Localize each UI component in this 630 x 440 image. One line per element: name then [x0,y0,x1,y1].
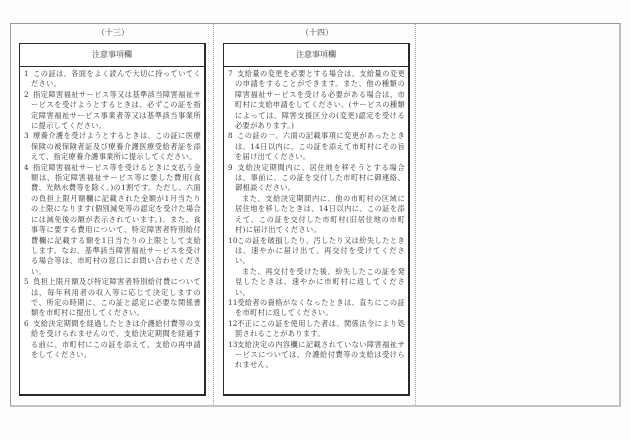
note-item: 10この証を破損したり、汚したり又は紛失したときは、速やかに届け出て、再交付を受けてください。 また、再交付を受けた後、紛失したこの証を発見したときは、速やかに市町村に返してください。 [228,235,405,297]
note-item: 9 支給決定期間内に、居住地を移そうとする場合は、事前に、この証を交付した市町村に御連絡、御相談ください。 また、支給決定期間内に、他の市町村の区域に居住地を移したときは、14日以内に、この証を添えて、この証を交付した市町村(旧居住地の市町村)に届け出てください。 [228,162,405,235]
notes-header: 注意事項欄 [20,44,204,67]
panel-title: （十三） [97,28,129,37]
note-item: 8 この証の一、六面の記載事項に変更があったときは、14日以内に、この証を添えて市町村にその旨を届け出てください。 [228,131,405,162]
panel-13 [19,27,207,359]
note-item: 11受給者の資格がなくなったときは、直ちにこの証を市町村に返してください。 [228,297,405,318]
notes-list [224,67,408,371]
note-item: 6 支給決定期間を経過したときは介護給付費等の支給を受けられませんので、支給決定期間を経過する前に、市町村にこの証を添えて、支給の再申請をしてください。 [24,318,201,359]
note-item: 2 指定障害福祉サービス等又は基準該当障害福祉サービスを受けようとするときは、必ずこの証を指定障害福祉サービス事業者等又は基準該当事業所に提示してください。 [24,89,201,131]
notes-box [223,43,410,396]
notes-box [19,43,206,396]
panel-title: （十四） [301,28,333,37]
note-item: 12不正にこの証を使用した者は、関係法令により処罰されることがあります。 [228,318,405,339]
note-item: 13支給決定の内容欄に記載されていない障害福祉サービスについては、介護給付費等の支給は受けられません。 [228,339,405,370]
panel-14 [223,27,411,370]
note-item: 3 療養介護を受けようとするときは、この証に医療保険の被保険者証及び療養介護医療受給者証を添えて、指定療養介護事業所に提示してください。 [24,131,201,162]
fold-line-divider [415,24,416,405]
notes-header: 注意事項欄 [224,44,408,67]
note-item: 4 指定障害福祉サービス等を受けるときに支払う金額は、指定障害福祉サービス等に要した費用(食費、光熱水費等を除く。)の1割です。ただし、六面の負担上限月額欄に記載された金額が1月当たりの上限になります(個別減免等の認定を受けた場合には減免後の額が表示されています。)。また、食事等に要する費用について、特定障害者特別給付費欄に記載する額を1日当たりの上限として支給します。なお、基準該当障害福祉サービスを受ける場合等は、市町村の窓口にお問い合わせください。 [24,162,201,276]
fold-line-divider [213,24,214,405]
note-item: 5 負担上限月額及び特定障害者特別給付費については、毎年利用者の収入等に応じて決定しますので、所定の時期に、この証と認定に必要な関係書類を市町村に提出してください。 [24,277,201,318]
note-item: 1 この証は、各面をよく読んで大切に持っていてください。 [24,69,201,89]
notes-list [20,67,204,360]
note-item: 7 支給量の変更を必要とする場合は、支給量の変更の申請をすることができます。また、他の種類の障害福祉サービスを受ける必要がある場合は、市町村に支給申請をしてください。(サービスの種類によっては、障害支援区分の(変更)認定を受ける必要があります。) [228,69,405,131]
